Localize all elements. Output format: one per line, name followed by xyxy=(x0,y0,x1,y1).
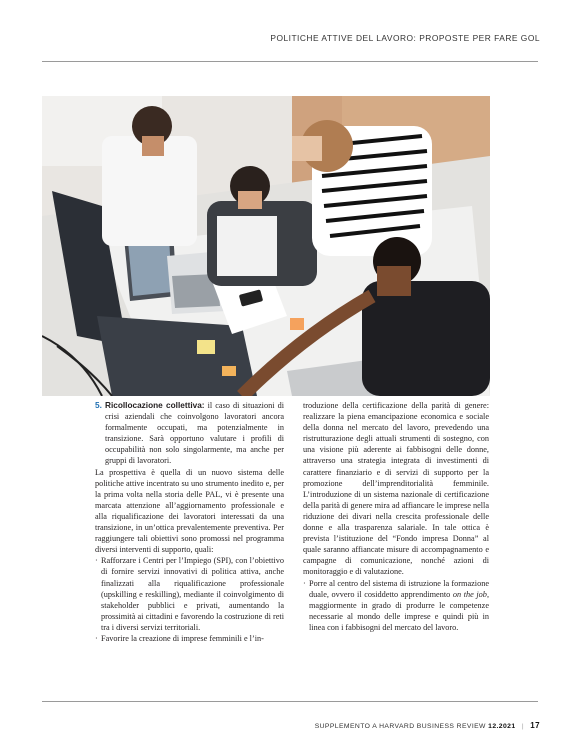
footer-separator: | xyxy=(521,723,524,730)
list-heading: Ricollocazione collettiva: xyxy=(105,401,205,410)
bullet-text: Rafforzare i Centri per l’Impiego (SPI), con l’obiettivo di fornire servizi innovativi di politica attiva, anche finalizzati alla riqualificazione professionale (upskilling e reskilling), mediante il coinvolgimento di stakeholder pubblici e privati, aumentando la prossimità ai cittadini e favorendo la costruzione di reti tra i diversi servizi territoriali. xyxy=(101,556,284,632)
bullet-dot: · xyxy=(95,556,98,566)
body-paragraph: La prospettiva è quella di un nuovo sistema delle politiche attive incentrato su uno strumento inedito e, per la prima volta nella storia delle PAL, vi è presente una marcata attenzione all’aggiornamento professionale e alla riqualificazione dei lavoratori interessati da una transizione, in un’ottica prevalentemente preventiva. Per raggiungere tali obiettivi sono promossi nel programma diversi interventi di supporto, quali: xyxy=(95,467,284,555)
bullet-text: Favorire la creazione di imprese femminili e l’in- xyxy=(101,633,264,643)
footer-rule xyxy=(42,701,538,702)
body-paragraph: troduzione della certificazione della parità di genere: realizzare la piena emancipazione economica e sociale della donna nel mercato del lavoro, prevedendo una ristrutturazione degli attuali strumenti di sostegno, con una visione più aderente ai fabbisogni delle donne, attraverso una strategia integrata di investimenti di carattere finanziario e di servizi di supporto per la promozione dell’imprenditorialità femminile. L’introduzione di un sistema nazionale di certificazione della parità di genere mira ad affiancare le imprese nella riduzione dei divari nella crescita professionale delle donne e alla trasparenza salariale. In tale ottica è prevista l’istituzione del “Fondo impresa Donna” al quale saranno affiancate misure di accompagnamento e campagne di comunicazione, nonché azioni di monitoraggio e di valutazione. xyxy=(303,401,489,577)
office-meeting-photo xyxy=(42,96,490,396)
list-body: il caso di situazioni di crisi aziendali che coinvolgono lavoratori ancora formalmente occupati, ma potenzialmente in transizione. Sarà opportuno valutare i profili di occupabilità non solo singolarmente, ma anche per gruppi di lavoratori. xyxy=(105,401,284,466)
bullet-text xyxy=(309,579,489,632)
issue-number: 12.2021 xyxy=(488,723,516,730)
photo-illustration xyxy=(42,96,490,396)
bullet-dot: · xyxy=(95,633,98,643)
page-number: 17 xyxy=(530,721,540,730)
bullet-emphasis: on the job xyxy=(452,589,487,599)
bullet-text-start: Porre al centro del sistema di istruzione la formazione duale, ovvero il cosiddetto apprendimento xyxy=(309,578,489,599)
bullet-item xyxy=(303,578,489,633)
header-rule xyxy=(42,61,538,62)
list-number: 5. xyxy=(95,401,102,410)
bullet-text-end: , maggiormente in grado di produrre le competenze necessarie al mondo delle imprese e quindi più in linea con i fabbisogni del mercato del lavoro. xyxy=(309,589,489,632)
list-item-5 xyxy=(95,400,284,467)
right-column xyxy=(303,400,489,633)
running-head: POLITICHE ATTIVE DEL LAVORO: PROPOSTE PER FARE GOL xyxy=(270,33,540,43)
left-column xyxy=(95,400,284,644)
page-footer xyxy=(315,721,540,730)
bullet-item xyxy=(95,633,284,644)
publication-name: SUPPLEMENTO A HARVARD BUSINESS REVIEW xyxy=(314,723,486,730)
bullet-item xyxy=(95,555,284,633)
bullet-dot: · xyxy=(303,578,306,588)
